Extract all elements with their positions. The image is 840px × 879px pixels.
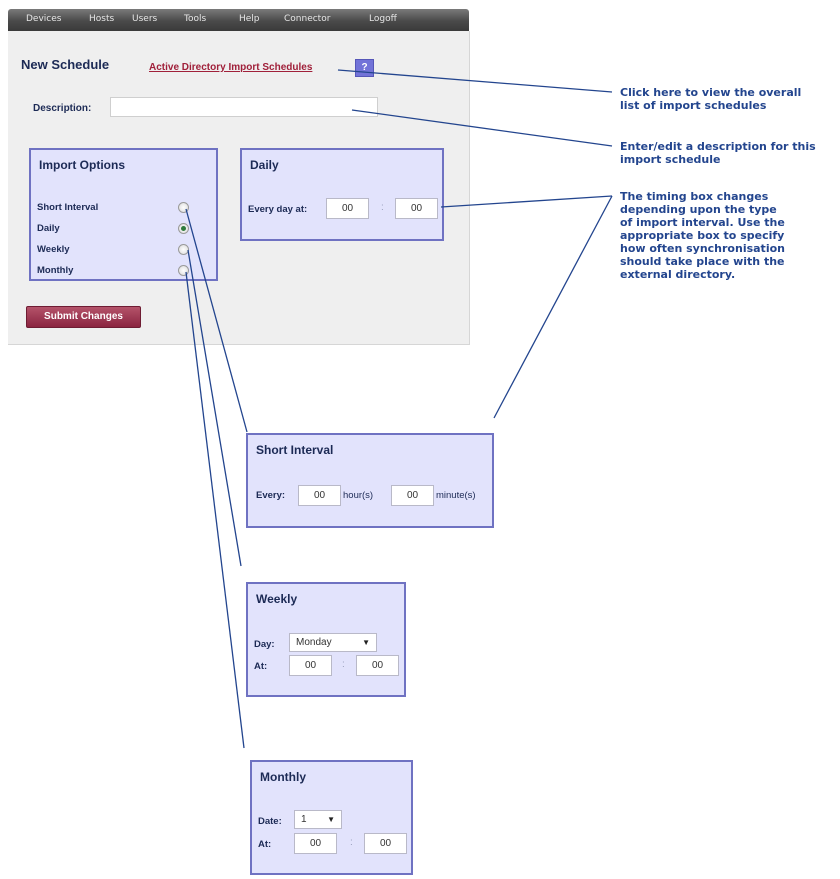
weekly-title: Weekly [256,592,298,606]
import-schedules-link[interactable]: Active Directory Import Schedules [149,62,313,73]
short-interval-label: Every: [256,490,286,501]
monthly-separator: : [350,837,353,848]
daily-label: Every day at: [248,204,308,215]
callout-timing-line-5: how often synchronisation [620,242,785,255]
short-interval-hours-input[interactable]: 00 [298,485,341,506]
daily-minute-input[interactable]: 00 [395,198,438,219]
daily-title: Daily [250,158,279,172]
short-interval-hours-unit: hour(s) [343,490,374,501]
submit-changes-button[interactable]: Submit Changes [26,306,141,328]
connector-weekly [188,250,241,566]
weekly-at-label: At: [254,661,268,672]
daily-separator: : [381,202,384,213]
callout-timing-line-6: should take place with the [620,255,785,268]
monthly-date-label: Date: [258,816,282,827]
callout-timing-line-4: appropriate box to specify [620,229,785,242]
chevron-down-icon: ▼ [327,815,335,824]
monthly-hour-input[interactable]: 00 [294,833,337,854]
callout-description [620,140,816,166]
callout-line-timing-short [494,196,612,418]
connector-short-interval [186,209,247,432]
monthly-date-value: 1 [301,814,307,825]
option-daily-label: Daily [37,223,60,234]
option-short-interval-label: Short Interval [37,202,99,213]
import-options-title: Import Options [39,158,125,172]
callout-timing [620,190,785,281]
nav-devices[interactable]: Devices [26,14,62,24]
connector-monthly [186,272,244,748]
callout-list-line-1: Click here to view the overall [620,86,802,99]
callout-line-description [352,110,612,146]
monthly-title: Monthly [260,770,306,784]
monthly-at-label: At: [258,839,272,850]
weekly-hour-input[interactable]: 00 [289,655,332,676]
nav-users[interactable]: Users [132,14,158,24]
short-interval-minutes-unit: minute(s) [436,490,476,501]
short-interval-minutes-input[interactable]: 00 [391,485,434,506]
nav-hosts[interactable]: Hosts [89,14,115,24]
nav-help[interactable]: Help [239,14,260,24]
weekly-day-value: Monday [296,637,332,648]
nav-logoff[interactable]: Logoff [369,14,397,24]
page-title: New Schedule [21,57,110,72]
weekly-minute-input[interactable]: 00 [356,655,399,676]
help-icon[interactable]: ? [355,59,374,77]
callout-timing-line-1: The timing box changes [620,190,769,203]
callout-timing-line-7: external directory. [620,268,736,281]
monthly-minute-input[interactable]: 00 [364,833,407,854]
weekly-separator: : [342,659,345,670]
option-weekly-label: Weekly [37,244,70,255]
short-interval-title: Short Interval [256,443,334,457]
callout-list-line-2: list of import schedules [620,99,767,112]
callout-description-line-2: import schedule [620,153,721,166]
nav-connector[interactable]: Connector [284,14,331,24]
callout-line-list [338,70,612,92]
daily-hour-input[interactable]: 00 [326,198,369,219]
callout-timing-line-3: of import interval. Use the [620,216,785,229]
weekly-day-label: Day: [254,639,275,650]
description-label: Description: [33,103,92,114]
callout-timing-line-2: depending upon the type [620,203,777,216]
chevron-down-icon: ▼ [362,638,370,647]
callout-list [620,86,801,112]
callout-line-timing-daily [441,196,612,207]
callout-description-line-1: Enter/edit a description for this [620,140,816,153]
nav-tools[interactable]: Tools [184,14,207,24]
option-monthly-label: Monthly [37,265,74,276]
